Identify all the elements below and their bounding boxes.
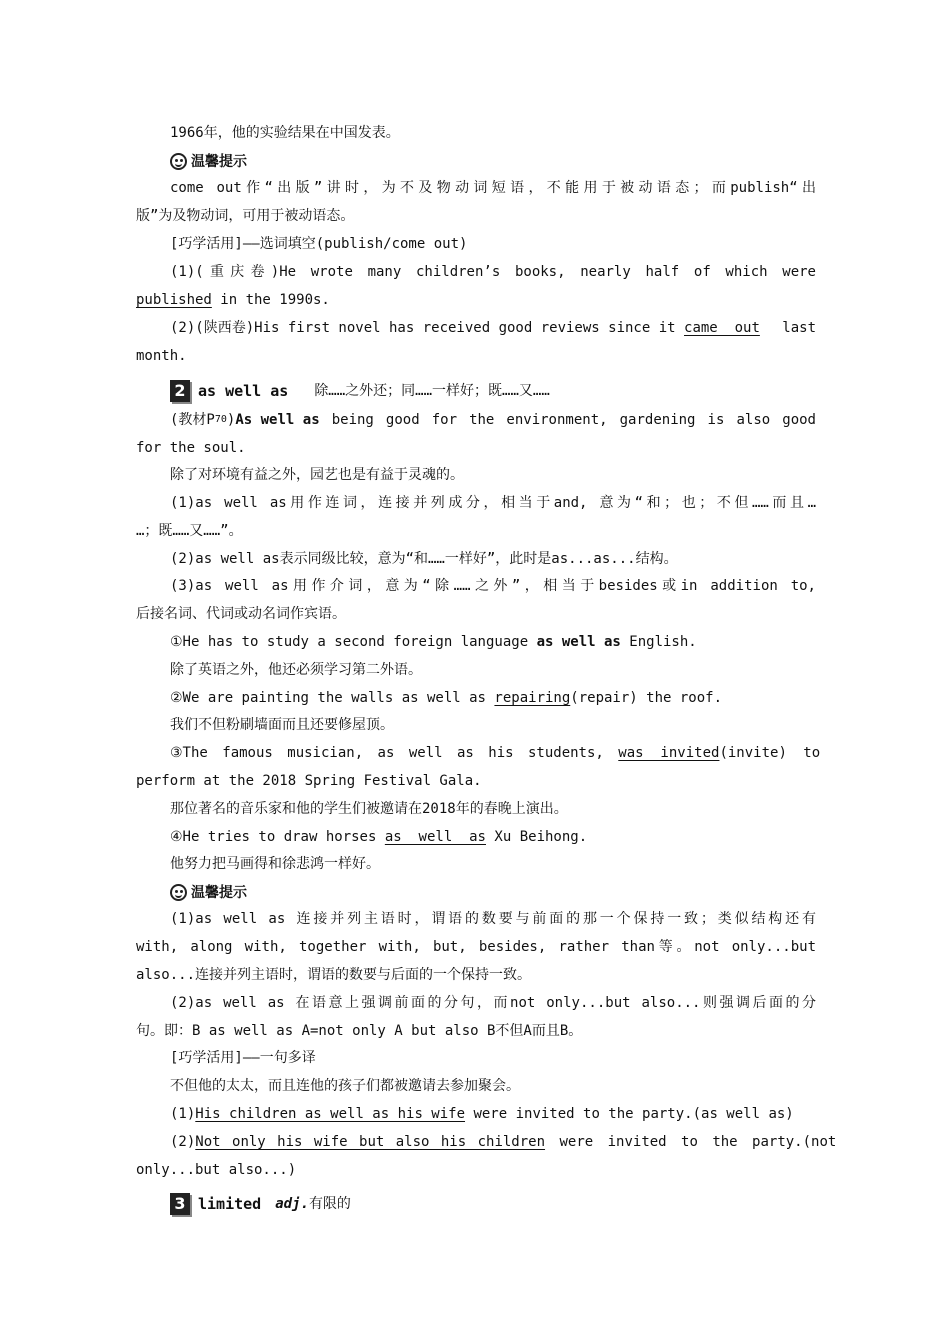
smiley-icon xyxy=(170,153,187,170)
text-line: (教材P 70 ) As well as being good for the environment, gardening is also good xyxy=(170,412,816,428)
tip-heading xyxy=(170,149,247,173)
text-line: ③The famous musician, as well as his students, was invited (invite) to xyxy=(170,741,816,765)
text-line: [巧学活用]——一句多译 xyxy=(170,1050,316,1066)
text-line: (1)as well as用作连词，连接并列成分，相当于and, 意为“和；也；不但……而且… xyxy=(170,495,816,511)
text-line: published in the 1990s. xyxy=(136,292,330,308)
text-line: for the soul. xyxy=(136,440,246,456)
tip-heading xyxy=(170,880,247,904)
section-term: limited xyxy=(198,1195,262,1213)
text-line: 他努力把马画得和徐悲鸿一样好。 xyxy=(170,856,380,872)
text-line: ①He has to study a second foreign language as well as English. xyxy=(170,634,697,650)
smiley-icon xyxy=(170,884,187,901)
text-line: (1)as well as 连接并列主语时，谓语的数要与前面的那一个保持一致；类似结构还有 xyxy=(170,911,816,927)
text-line: (1)His children as well as his wife were invited to the party.(as well as) xyxy=(170,1106,794,1122)
text-line: ④He tries to draw horses as well as Xu Beihong. xyxy=(170,829,588,845)
section-heading xyxy=(170,378,550,404)
text-line: …；既……又……”。 xyxy=(136,523,243,539)
text-line: perform at the 2018 Spring Festival Gala. xyxy=(136,773,482,789)
part-of-speech: adj. xyxy=(275,1196,309,1212)
answer-blank: Not only his wife but also his children xyxy=(195,1134,546,1150)
text-line: 除了英语之外，他还必须学习第二外语。 xyxy=(170,662,422,678)
text-line: 版”为及物动词，可用于被动语态。 xyxy=(136,208,355,224)
text-line: 我们不但粉刷墙面而且还要修屋顶。 xyxy=(170,717,394,733)
text-line: 1966年，他的实验结果在中国发表。 xyxy=(170,125,400,141)
text-line: (2)as well as 在语意上强调前面的分句，而not only...but also...则强调后面的分 xyxy=(170,995,816,1011)
text-line: (3)as well as用作介词，意为“除……之外”，相当于besides或in addition to, xyxy=(170,578,816,594)
text-line: month. xyxy=(136,348,187,364)
answer-blank: as well as xyxy=(384,829,486,845)
text-line: also...连接并列主语时，谓语的数要与后面的一个保持一致。 xyxy=(136,967,531,983)
text-line: with, along with, together with, but, besides, rather than等。not only...but xyxy=(136,939,816,955)
section-number-badge: 3 xyxy=(170,1193,190,1215)
text-line: (2)as well as表示同级比较，意为“和……一样好”，此时是as...as...结构。 xyxy=(170,551,678,567)
answer-blank: published xyxy=(136,292,212,308)
answer-blank: His children as well as his wife xyxy=(195,1106,466,1122)
text-line: (2)Not only his wife but also his children were invited to the party.(not xyxy=(170,1134,837,1150)
text-line: 句。即：B as well as A=not only A but also B不但A而且B。 xyxy=(136,1023,583,1039)
text-line: 那位著名的音乐家和他的学生们被邀请在2018年的春晚上演出。 xyxy=(170,801,568,817)
answer-blank: repairing xyxy=(494,690,571,706)
section-number-badge: 2 xyxy=(170,380,190,402)
tip-label: 温馨提示 xyxy=(191,154,247,170)
section-meaning: 除……之外还；同……一样好；既……又…… xyxy=(314,383,550,399)
text-line: (1)(重庆卷)He wrote many children’s books, nearly half of which were xyxy=(170,264,816,280)
text-line: 除了对环境有益之外，园艺也是有益于灵魂的。 xyxy=(170,467,464,483)
tip-label: 温馨提示 xyxy=(191,885,247,901)
text-line: (2)(陕西卷)His first novel has received good reviews since it came out last xyxy=(170,320,816,336)
section-term: as well as xyxy=(198,382,289,400)
text-line: [巧学活用]——选词填空(publish/come out) xyxy=(170,236,468,252)
text-line: 不但他的太太，而且连他的孩子们都被邀请去参加聚会。 xyxy=(170,1078,520,1094)
section-heading xyxy=(170,1191,351,1217)
section-meaning: 有限的 xyxy=(308,1196,351,1212)
text-line: only...but also...) xyxy=(136,1162,297,1178)
answer-blank: came out xyxy=(684,320,760,336)
text-line: come out作“出版”讲时，为不及物动词短语，不能用于被动语态；而publish“出 xyxy=(170,180,816,196)
text-line: 后接名词、代词或动名词作宾语。 xyxy=(136,606,346,622)
answer-blank: was invited xyxy=(618,745,720,761)
text-line: ②We are painting the walls as well as repairing(repair) the roof. xyxy=(170,690,722,706)
